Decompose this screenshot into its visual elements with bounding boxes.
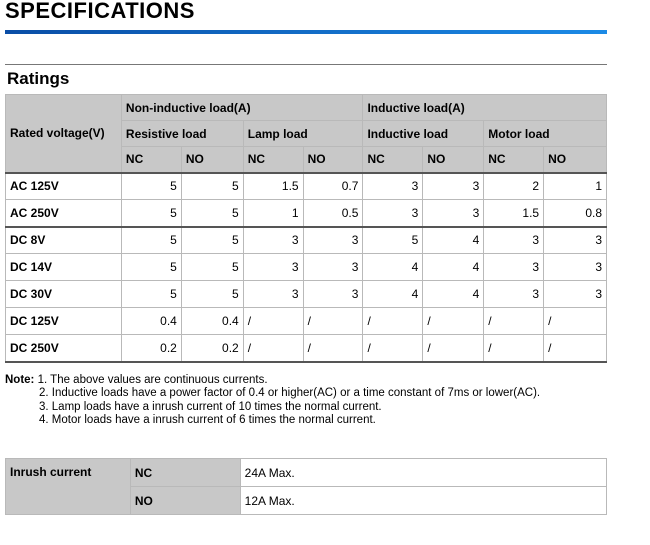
table-cell: / <box>303 335 363 362</box>
table-cell: 0.2 <box>181 335 243 362</box>
table-cell: 3 <box>544 227 607 254</box>
note-item: 1. The above values are continuous currents. <box>37 374 268 386</box>
table-cell: 5 <box>121 254 181 281</box>
inrush-nc-label: NC <box>130 459 240 487</box>
inrush-nc-value: 24A Max. <box>240 459 606 487</box>
table-cell: 5 <box>181 227 243 254</box>
table-cell: 5 <box>181 281 243 308</box>
table-row <box>6 173 607 200</box>
table-cell: 4 <box>423 281 484 308</box>
table-cell: 1 <box>544 173 607 200</box>
header-inductive-sub: Inductive load <box>363 121 484 147</box>
table-cell: / <box>544 335 607 362</box>
header-motor-load: Motor load <box>484 121 607 147</box>
table-row <box>6 335 607 362</box>
table-cell: 0.4 <box>181 308 243 335</box>
header-no: NO <box>544 147 607 173</box>
table-cell: / <box>363 335 423 362</box>
inrush-table <box>5 458 607 515</box>
title-underline <box>5 30 607 34</box>
table-cell: 3 <box>363 173 423 200</box>
inrush-no-value: 12A Max. <box>240 487 606 515</box>
section-divider <box>5 64 607 65</box>
header-resistive-load: Resistive load <box>121 121 243 147</box>
header-nc: NC <box>243 147 303 173</box>
note-item: 3. Lamp loads have a inrush current of 10 times the normal current. <box>39 400 382 413</box>
row-voltage-label: DC 8V <box>6 227 122 254</box>
note-item: 4. Motor loads have a inrush current of 6 times the normal current. <box>39 413 376 426</box>
table-cell: 3 <box>484 281 544 308</box>
table-cell: 4 <box>363 281 423 308</box>
header-nc: NC <box>363 147 423 173</box>
table-cell: 4 <box>363 254 423 281</box>
table-cell: 1 <box>243 200 303 227</box>
row-voltage-label: DC 125V <box>6 308 122 335</box>
table-cell: 2 <box>484 173 544 200</box>
table-cell: 0.4 <box>121 308 181 335</box>
table-cell: / <box>243 308 303 335</box>
table-cell: 3 <box>243 254 303 281</box>
table-cell: 5 <box>121 200 181 227</box>
table-cell: / <box>544 308 607 335</box>
table-cell: 3 <box>423 200 484 227</box>
table-cell: 3 <box>544 281 607 308</box>
row-voltage-label: AC 125V <box>6 173 122 200</box>
table-row <box>6 308 607 335</box>
header-no: NO <box>181 147 243 173</box>
table-cell: / <box>484 335 544 362</box>
table-cell: 5 <box>181 254 243 281</box>
header-inductive-load: Inductive load(A) <box>363 95 607 121</box>
inrush-no-label: NO <box>130 487 240 515</box>
header-nc: NC <box>121 147 181 173</box>
table-cell: 5 <box>121 173 181 200</box>
table-cell: 1.5 <box>484 200 544 227</box>
table-cell: / <box>484 308 544 335</box>
row-voltage-label: DC 30V <box>6 281 122 308</box>
row-voltage-label: DC 14V <box>6 254 122 281</box>
header-no: NO <box>303 147 363 173</box>
table-cell: 5 <box>121 281 181 308</box>
table-cell: / <box>423 308 484 335</box>
table-cell: 0.7 <box>303 173 363 200</box>
table-cell: 3 <box>544 254 607 281</box>
row-voltage-label: AC 250V <box>6 200 122 227</box>
table-cell: 3 <box>363 200 423 227</box>
notes <box>5 374 540 427</box>
header-lamp-load: Lamp load <box>243 121 363 147</box>
table-row <box>6 281 607 308</box>
table-cell: 3 <box>243 281 303 308</box>
page-title: SPECIFICATIONS <box>5 0 195 23</box>
table-cell: 5 <box>181 173 243 200</box>
table-cell: 0.5 <box>303 200 363 227</box>
table-row <box>6 254 607 281</box>
table-cell: 3 <box>423 173 484 200</box>
table-cell: 5 <box>363 227 423 254</box>
section-title: Ratings <box>7 69 70 88</box>
table-cell: 0.2 <box>121 335 181 362</box>
header-non-inductive-load: Non-inductive load(A) <box>121 95 363 121</box>
table-row <box>6 227 607 254</box>
table-cell: 3 <box>303 254 363 281</box>
table-cell: 3 <box>303 281 363 308</box>
inrush-label: Inrush current <box>6 459 131 515</box>
table-cell: 1.5 <box>243 173 303 200</box>
table-cell: 5 <box>121 227 181 254</box>
table-cell: 3 <box>243 227 303 254</box>
note-item: 2. Inductive loads have a power factor of 0.4 or higher(AC) or a time constant of 7ms or lower(AC). <box>39 387 541 400</box>
table-row <box>6 200 607 227</box>
row-voltage-label: DC 250V <box>6 335 122 362</box>
table-cell: 4 <box>423 227 484 254</box>
header-rated-voltage: Rated voltage(V) <box>6 95 122 173</box>
table-cell: 3 <box>484 227 544 254</box>
table-cell: 3 <box>303 227 363 254</box>
table-cell: / <box>303 308 363 335</box>
table-cell: 0.8 <box>544 200 607 227</box>
table-cell: / <box>363 308 423 335</box>
table-cell: 3 <box>484 254 544 281</box>
table-cell: 5 <box>181 200 243 227</box>
table-cell: 4 <box>423 254 484 281</box>
header-no: NO <box>423 147 484 173</box>
note-label: Note: <box>5 374 35 386</box>
table-cell: / <box>243 335 303 362</box>
ratings-table <box>5 94 607 363</box>
table-cell: / <box>423 335 484 362</box>
header-nc: NC <box>484 147 544 173</box>
